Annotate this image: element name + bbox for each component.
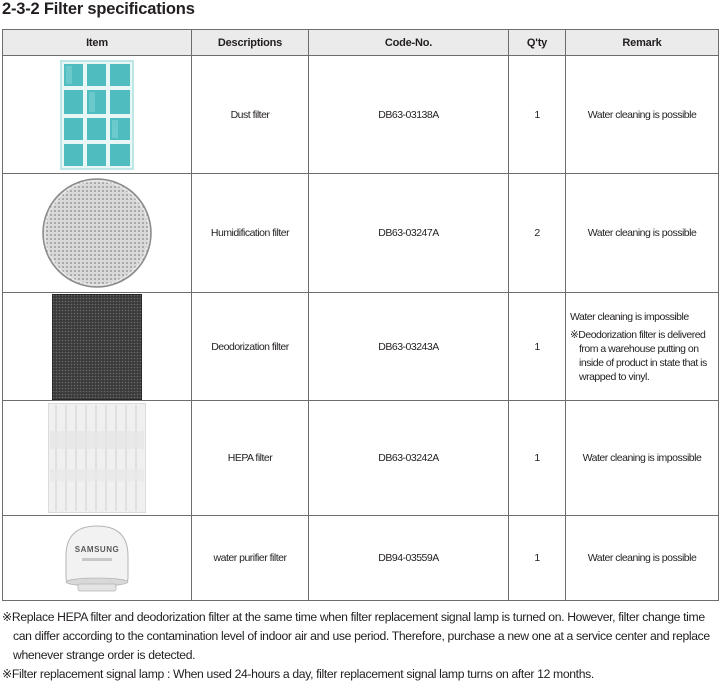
code-cell: DB63-03242A (309, 401, 509, 516)
qty-cell: 1 (509, 516, 566, 601)
description-cell: water purifier filter (192, 516, 309, 601)
description-cell: Dust filter (192, 56, 309, 174)
remark-text: Water cleaning is impossible (570, 310, 689, 323)
table-row (3, 56, 719, 174)
item-cell (3, 56, 192, 174)
humidification-filter-image (41, 177, 153, 289)
hepa-filter-image (48, 403, 146, 513)
table-row (3, 401, 719, 516)
table-header-row (3, 30, 719, 56)
dust-filter-image (60, 60, 134, 170)
item-cell (3, 174, 192, 293)
remark-multiline (570, 310, 714, 384)
remark-cell: Water cleaning is possible (566, 56, 719, 174)
item-cell (3, 401, 192, 516)
qty-cell: 1 (509, 401, 566, 516)
footnote-signal-lamp: ※Filter replacement signal lamp : When used 24-hours a day, filter replacement signal lamp turns on after 12 months. (2, 667, 594, 681)
remark-cell: Water cleaning is possible (566, 516, 719, 601)
remark-cell (566, 293, 719, 401)
remark-cell: Water cleaning is possible (566, 174, 719, 293)
remark-note: ※Deodorization filter is delivered from a warehouse putting on inside of product in state that is wrapped to vinyl. (570, 328, 707, 383)
code-cell: DB63-03247A (309, 174, 509, 293)
samsung-logo-text: SAMSUNG (74, 545, 120, 554)
footnotes (2, 608, 718, 684)
description-cell: HEPA filter (192, 401, 309, 516)
header-remark: Remark (566, 30, 719, 56)
header-code: Code-No. (309, 30, 509, 56)
page-title: 2-3-2 Filter specifications (2, 0, 195, 18)
qty-cell: 2 (509, 174, 566, 293)
description-cell: Humidification filter (192, 174, 309, 293)
header-descriptions: Descriptions (192, 30, 309, 56)
filter-spec-table (2, 29, 719, 601)
table-row (3, 293, 719, 401)
code-cell: DB94-03559A (309, 516, 509, 601)
table-row (3, 174, 719, 293)
header-qty: Q'ty (509, 30, 566, 56)
qty-cell: 1 (509, 293, 566, 401)
water-purifier-filter-image (60, 522, 134, 594)
header-item: Item (3, 30, 192, 56)
code-cell: DB63-03243A (309, 293, 509, 401)
item-cell (3, 293, 192, 401)
table-row (3, 516, 719, 601)
deodorization-filter-image (52, 294, 142, 400)
code-cell: DB63-03138A (309, 56, 509, 174)
footnote-replace: ※Replace HEPA filter and deodorization filter at the same time when filter replacement signal lamp is turned on. However, filter change time can differ according to the contamination level of indoor air and use period. Therefore, purchase a new one at a service center and replace whenever strange order is detected. (2, 610, 710, 662)
description-cell: Deodorization filter (192, 293, 309, 401)
qty-cell: 1 (509, 56, 566, 174)
item-cell (3, 516, 192, 601)
remark-cell: Water cleaning is impossible (566, 401, 719, 516)
